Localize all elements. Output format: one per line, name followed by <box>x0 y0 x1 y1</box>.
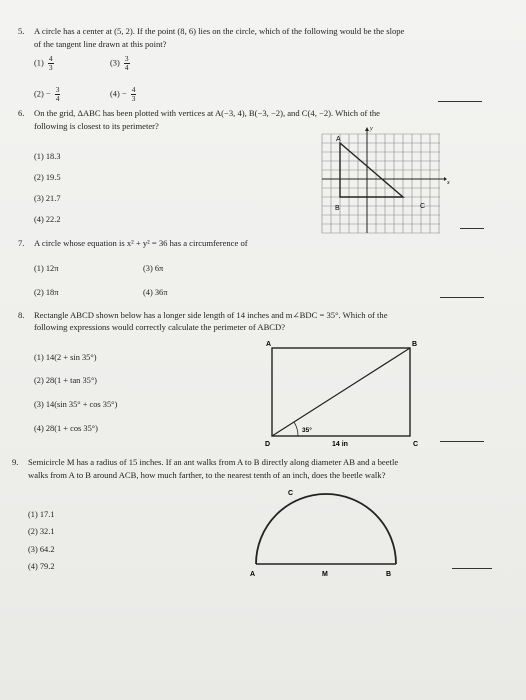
angle-label: 35° <box>302 427 312 434</box>
q7-number: 7. <box>18 238 25 248</box>
q6-number: 6. <box>18 108 25 118</box>
q8-choice-2: (2) 28(1 + tan 35°) <box>34 376 97 385</box>
q8-text-line2: following expressions would correctly calculate the perimeter of ABCD? <box>34 322 286 332</box>
axis-y-label: y <box>370 126 373 132</box>
q6-coordinate-grid <box>316 124 450 236</box>
q5-choice-3: (3) $\frac{3}{4}$ <box>110 54 129 72</box>
q9-choice-2: (2) 32.1 <box>28 527 55 536</box>
q9-number: 9. <box>12 457 19 467</box>
q7-answer-line[interactable] <box>440 297 484 298</box>
q7-choice-3: (3) 6π <box>143 264 164 273</box>
label-b: B <box>386 571 392 578</box>
q6-text-line2: following is closest to its perimeter? <box>34 121 159 131</box>
q5-text-line2: of the tangent line drawn at this point? <box>34 39 167 49</box>
label-a: A <box>250 571 256 578</box>
q9-choice-3: (3) 64.2 <box>28 545 55 554</box>
q5-choice-1: (1) $\frac{4}{3}$ <box>34 54 53 72</box>
q8-choice-1: (1) 14(2 + sin 35°) <box>34 353 97 362</box>
label-c: C <box>413 441 419 448</box>
q5-number: 5. <box>18 26 25 36</box>
q8-answer-line[interactable] <box>440 441 484 442</box>
fraction: $\frac{4}{3}$ <box>48 54 53 72</box>
q5-choice-4: (4) − $\frac{4}{3}$ <box>110 85 136 103</box>
q5-choice-2: (2) − $\frac{3}{4}$ <box>34 85 60 103</box>
side-label: 14 in <box>332 441 348 448</box>
q9-choice-4: (4) 79.2 <box>28 562 55 571</box>
q6-text-line1: On the grid, ΔABC has been plotted with vertices at A(−3, 4), B(−3, −2), and C(4, −2). Which of the <box>34 108 380 118</box>
label-a: A <box>336 136 341 143</box>
label-a: A <box>266 341 272 348</box>
q8-text-line1: Rectangle ABCD shown below has a longer side length of 14 inches and m∠BDC = 35°. Which of the <box>34 310 388 320</box>
q8-number: 8. <box>18 310 25 320</box>
label-c: C <box>420 203 426 210</box>
q7-choice-1: (1) 12π <box>34 264 59 273</box>
diagonal-bd <box>272 348 410 436</box>
q9-answer-line[interactable] <box>452 568 492 569</box>
label-m: M <box>322 571 328 578</box>
q6-choice-2: (2) 19.5 <box>34 173 61 182</box>
label-b: B <box>335 205 340 212</box>
q9-choice-1: (1) 17.1 <box>28 510 55 519</box>
q8-rectangle-figure <box>262 338 422 450</box>
q9-semicircle-figure <box>244 486 404 578</box>
angle-arc <box>294 422 298 436</box>
q5-text-line1: A circle has a center at (5, 2). If the point (8, 6) lies on the circle, which of the following would be the slope <box>34 26 405 36</box>
q7-text: A circle whose equation is x² + y² = 36 has a circumference of <box>34 238 248 248</box>
q6-answer-line[interactable] <box>460 228 484 229</box>
q7-choice-4: (4) 36π <box>143 288 168 297</box>
q9-text-line1: Semicircle M has a radius of 15 inches. If an ant walks from A to B directly along diameter AB and a beetle <box>28 457 399 467</box>
q6-choice-4: (4) 22.2 <box>34 215 61 224</box>
label-b: B <box>412 341 418 348</box>
q9-text-line2: walks from A to B around ACB, how much farther, to the nearest tenth of an inch, does the beetle walk? <box>28 470 386 480</box>
q8-choice-3: (3) 14(sin 35° + cos 35°) <box>34 400 118 409</box>
semicircle-arc <box>256 494 396 564</box>
q6-choice-1: (1) 18.3 <box>34 152 61 161</box>
fraction: $\frac{4}{3}$ <box>131 85 136 103</box>
fraction: $\frac{3}{4}$ <box>55 85 60 103</box>
q6-choice-3: (3) 21.7 <box>34 194 61 203</box>
q7-choice-2: (2) 18π <box>34 288 59 297</box>
q5-answer-line[interactable] <box>438 101 482 102</box>
label-d: D <box>265 441 271 448</box>
axis-x-label: x <box>447 180 450 186</box>
fraction: $\frac{3}{4}$ <box>124 54 129 72</box>
q8-choice-4: (4) 28(1 + cos 35°) <box>34 424 98 433</box>
label-c: C <box>288 490 294 497</box>
